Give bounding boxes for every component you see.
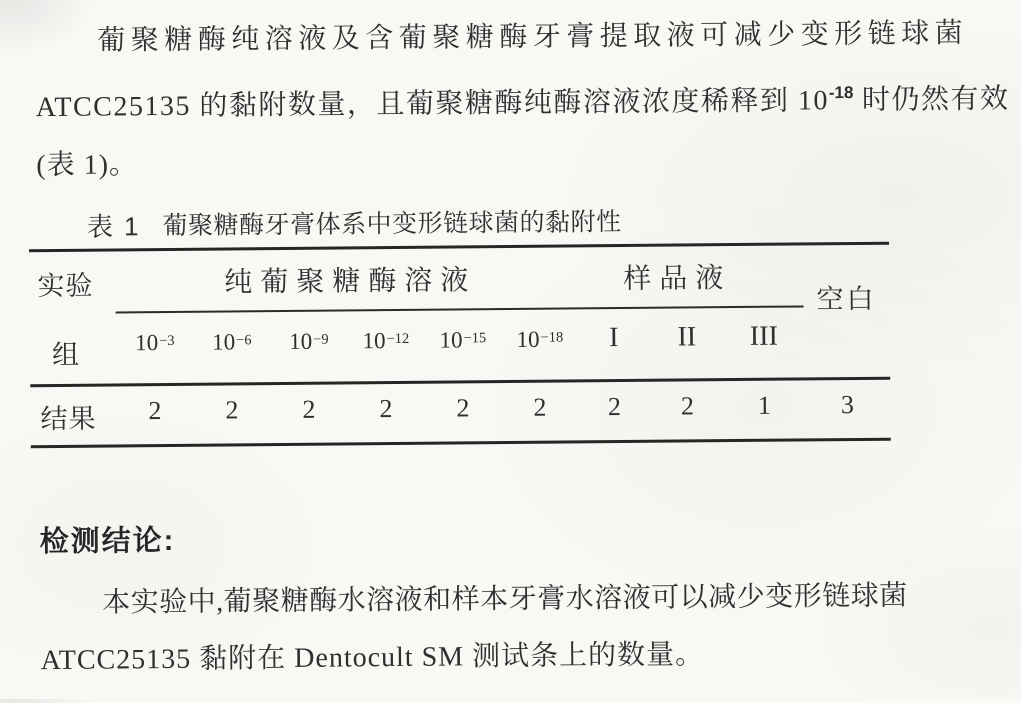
dilution-base: 10 — [289, 328, 313, 354]
dilution-exponent-superscript: -18 — [828, 82, 854, 103]
dilution-base: 10 — [212, 329, 236, 355]
results-table — [29, 242, 891, 448]
intro-line-2-tail: 时仍然有效 — [853, 83, 1010, 116]
row-header-line1: 实验 — [37, 270, 94, 302]
group-header-pure-solution: 纯葡聚糖酶溶液 — [115, 247, 578, 313]
intro-line-3: (表 1)。 — [36, 149, 139, 182]
result-value-1e-12: 2 — [379, 394, 393, 424]
dilution-header-1e-6 — [193, 312, 271, 383]
sample-header-III: III — [749, 320, 778, 352]
result-value-sample-III: 1 — [757, 390, 772, 420]
table-number-label: 表 1 — [86, 210, 141, 242]
result-value-blank: 3 — [840, 390, 855, 420]
dilution-base: 10 — [135, 330, 159, 356]
scanned-page — [0, 5, 1021, 703]
dilution-header-1e-3 — [116, 313, 194, 384]
dilution-header-1e-9 — [270, 311, 348, 382]
sample-header-II: II — [677, 321, 697, 353]
table-header — [29, 245, 890, 387]
intro-paragraph — [35, 5, 1010, 195]
conclusion-line-1: 本实验中,葡聚糖酶水溶液和样本牙膏水溶液可以减少变形链球菌 — [102, 580, 908, 619]
dilution-exponent: −12 — [386, 330, 410, 347]
dilution-header-1e-15 — [424, 310, 502, 381]
row-header-line2: 组 — [51, 339, 81, 371]
result-value-1e-3: 2 — [148, 396, 162, 426]
dilution-exponent: −6 — [236, 331, 252, 348]
group-header-sample-liquid: 样品液 — [577, 245, 804, 309]
sample-header-I: I — [609, 322, 619, 354]
dilution-base: 10 — [439, 327, 463, 353]
result-value-1e-18: 2 — [533, 392, 547, 422]
conclusion-paragraph — [40, 567, 988, 689]
blank-column-header: 空白 — [816, 283, 877, 314]
intro-line-2 — [35, 63, 1010, 137]
row-header-cell — [29, 251, 116, 384]
conclusion-line-2: ATCC25135 黏附在 Dentocult SM 测试条上的数量。 — [40, 639, 705, 677]
dilution-exponent: −3 — [159, 332, 175, 349]
result-value-1e-9: 2 — [302, 394, 316, 424]
page-content — [0, 5, 1021, 690]
dilution-exponent: −15 — [463, 329, 487, 346]
intro-line-2-text: ATCC25135 的黏附数量，且葡聚糖酶纯酶溶液浓度稀释到 10 — [35, 85, 830, 124]
table-title: 葡聚糖酶牙膏体系中变形链球菌的黏附性 — [162, 209, 622, 241]
result-row-label: 结果 — [40, 403, 97, 434]
dilution-header-1e-18 — [501, 309, 579, 380]
table-result-row — [30, 380, 890, 446]
intro-line-1: 葡聚糖酶纯溶液及含葡聚糖酶牙膏提取液可减少变形链球菌 — [97, 17, 969, 57]
table-caption-row — [37, 195, 984, 247]
conclusion-heading: 检测结论: — [39, 524, 176, 559]
dilution-exponent: −18 — [540, 329, 564, 346]
dilution-base: 10 — [362, 328, 386, 354]
result-value-sample-II: 2 — [680, 391, 695, 421]
dilution-exponent: −9 — [313, 331, 329, 348]
result-value-1e-6: 2 — [225, 395, 239, 425]
result-value-sample-I: 2 — [607, 392, 622, 422]
result-value-1e-15: 2 — [456, 393, 470, 423]
dilution-base: 10 — [516, 326, 540, 352]
dilution-header-1e-12 — [347, 311, 425, 382]
